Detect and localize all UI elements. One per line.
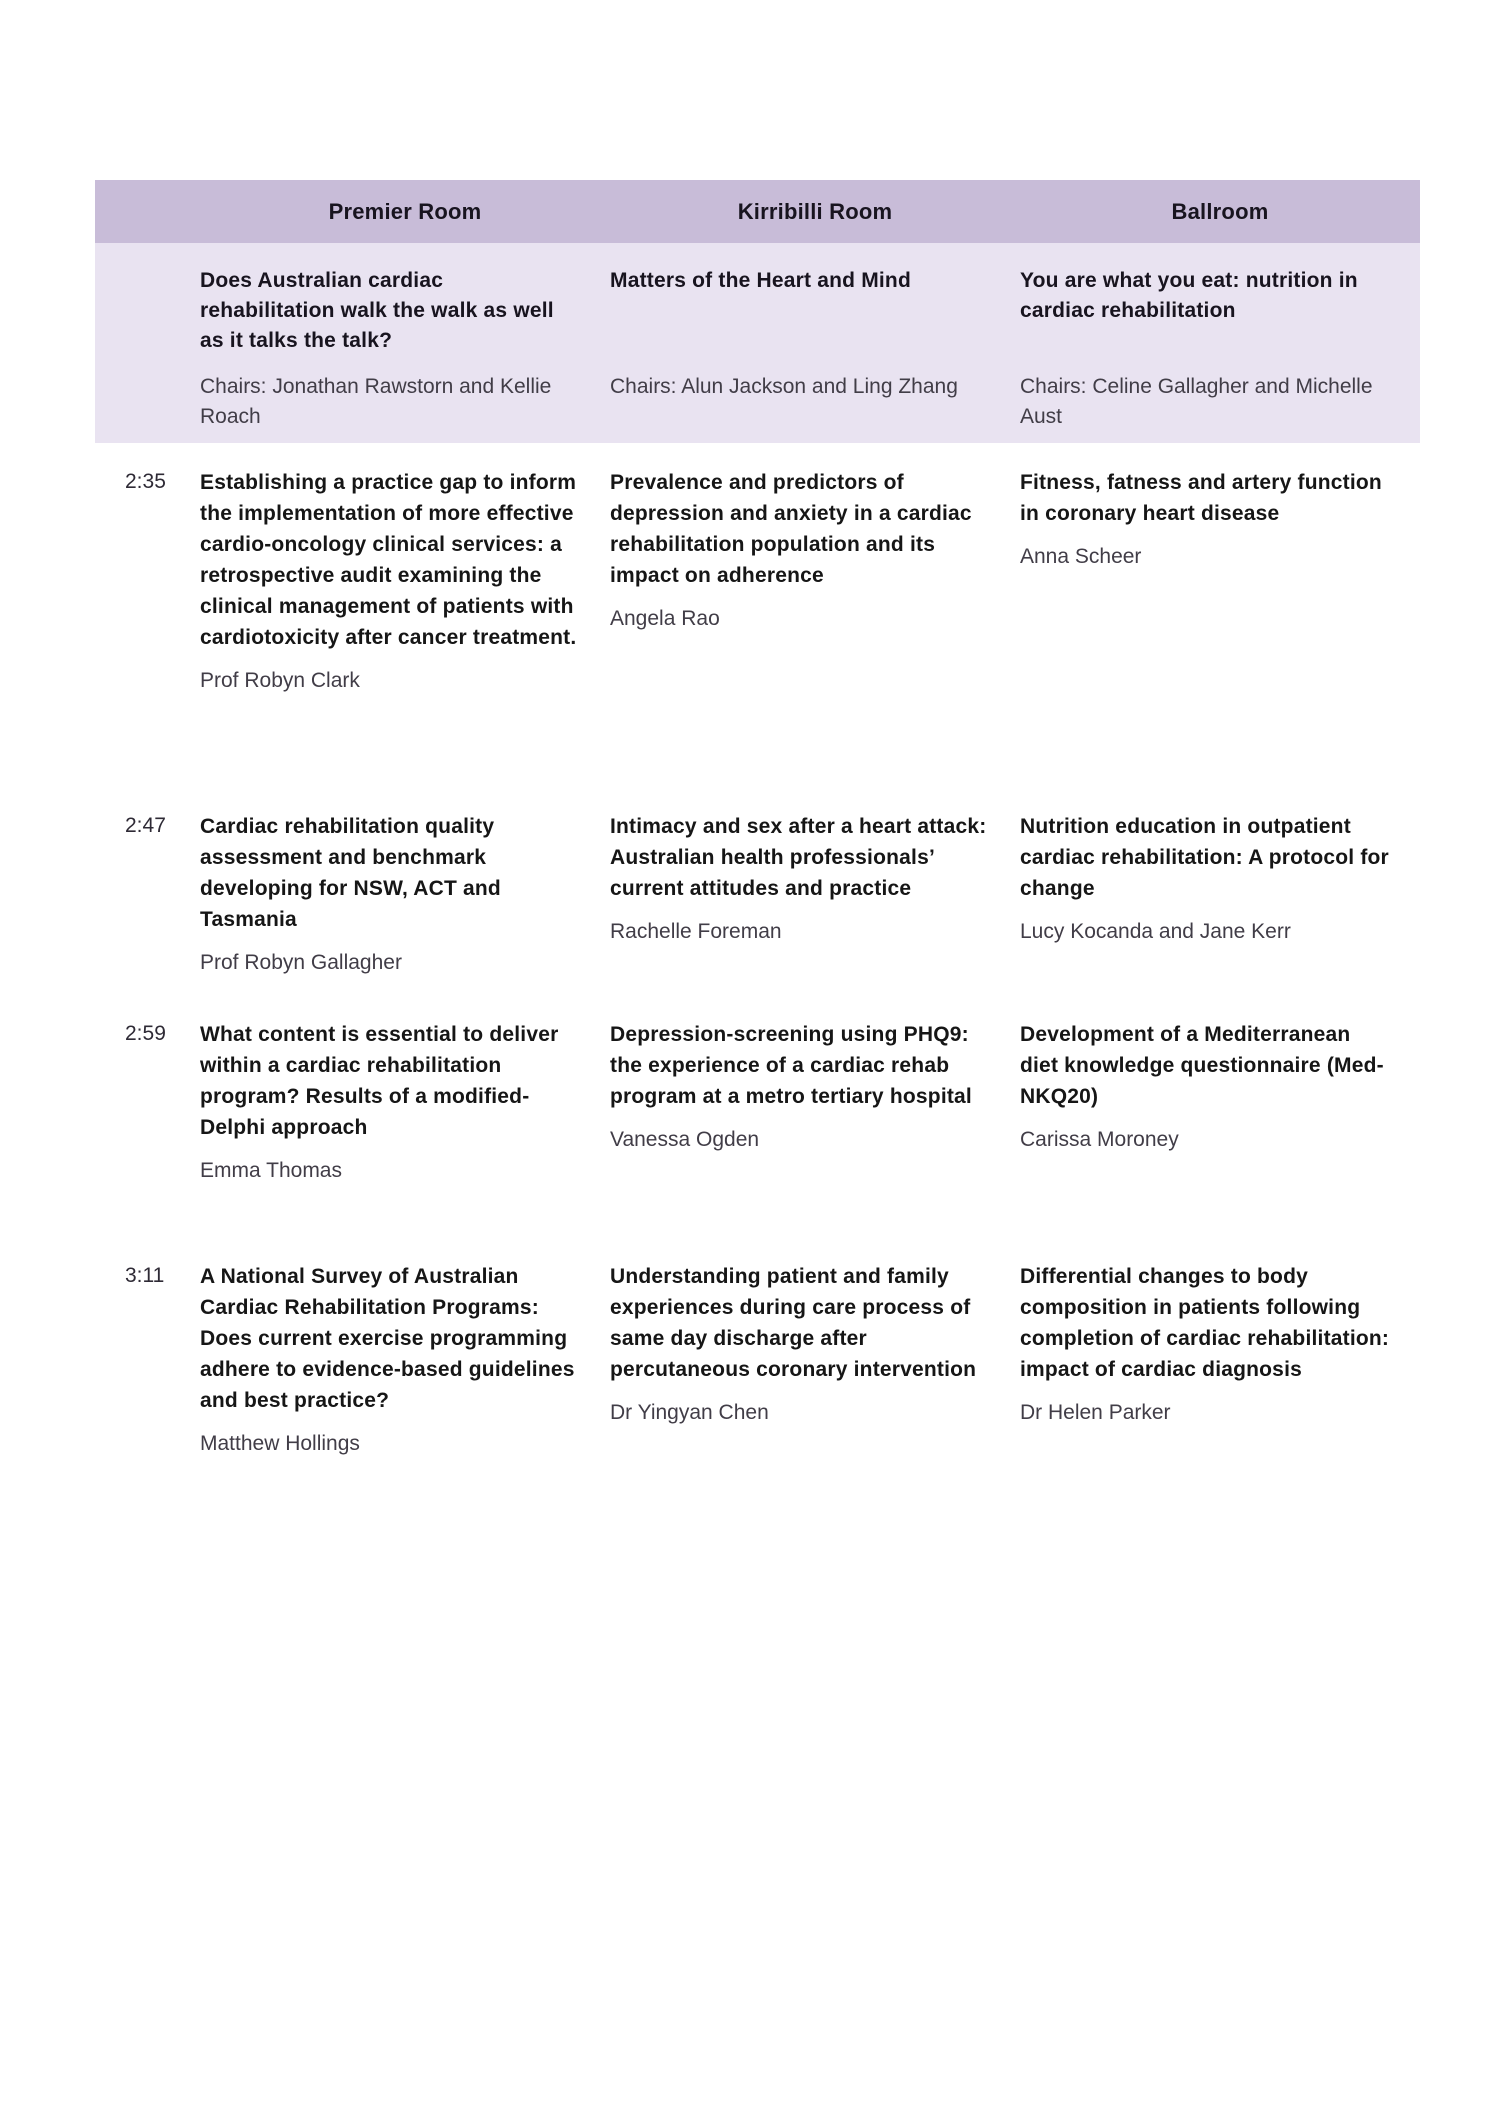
- talk-speaker: Prof Robyn Gallagher: [200, 951, 402, 974]
- talk-title: Prevalence and predictors of depression and anxiety in a cardiac rehabilitation population and its impact on adherence: [610, 471, 972, 587]
- talk-cell: [610, 467, 1020, 803]
- table-row: [95, 803, 1420, 1013]
- talk-speaker: Prof Robyn Clark: [200, 669, 360, 692]
- room-header-premier: Premier Room: [328, 198, 482, 224]
- session-title: Matters of the Heart and Mind: [610, 269, 911, 292]
- session-chairs: Chairs: Alun Jackson and Ling Zhang: [610, 375, 958, 398]
- talk-title: What content is essential to deliver within a cardiac rehabilitation program? Results of a modified-Delphi approach: [200, 1023, 559, 1139]
- session-cell-kirribilli: [610, 266, 1020, 443]
- talk-cell: [200, 467, 610, 803]
- talk-cell: [1020, 811, 1420, 1013]
- session-header-row: [95, 243, 1420, 443]
- session-title: Does Australian cardiac rehabilitation walk the walk as well as it talks the talk?: [200, 269, 554, 352]
- talk-title: Differential changes to body composition in patients following completion of cardiac rehabilitation: impact of cardiac diagnosis: [1020, 1265, 1390, 1381]
- talk-speaker: Emma Thomas: [200, 1159, 342, 1182]
- talk-speaker: Matthew Hollings: [200, 1432, 360, 1455]
- talk-title: Understanding patient and family experiences during care process of same day discharge after percutaneous coronary intervention: [610, 1265, 977, 1381]
- room-header-ballroom: Ballroom: [1171, 198, 1269, 224]
- talk-title: Cardiac rehabilitation quality assessment and benchmark developing for NSW, ACT and Tasmania: [200, 815, 501, 931]
- talk-cell: [200, 1261, 610, 1565]
- room-header-kirribilli: Kirribilli Room: [737, 198, 893, 224]
- talk-title: Fitness, fatness and artery function in coronary heart disease: [1020, 471, 1382, 525]
- session-cell-ballroom: [1020, 266, 1420, 443]
- time-label: 3:11: [125, 1264, 165, 1287]
- talk-cell: [1020, 1019, 1420, 1255]
- talk-speaker: Rachelle Foreman: [610, 920, 782, 943]
- talk-cell: [610, 1261, 1020, 1565]
- talk-cell: [200, 811, 610, 1013]
- talk-speaker: Dr Helen Parker: [1020, 1401, 1171, 1424]
- talk-title: Intimacy and sex after a heart attack: Australian health professionals’ current attitudes and practice: [610, 815, 987, 900]
- talk-title: Depression-screening using PHQ9: the experience of a cardiac rehab program at a metro tertiary hospital: [610, 1023, 972, 1108]
- talk-speaker: Dr Yingyan Chen: [610, 1401, 769, 1424]
- table-row: [95, 1013, 1420, 1255]
- talk-speaker: Vanessa Ogden: [610, 1128, 760, 1151]
- session-time-cell-empty: [95, 266, 200, 443]
- talk-title: Nutrition education in outpatient cardiac rehabilitation: A protocol for change: [1020, 815, 1389, 900]
- talk-title: Establishing a practice gap to inform the implementation of more effective cardio-oncology clinical services: a retrospective audit examining the clinical management of patients with cardiotoxicity after cancer treatment.: [200, 471, 577, 649]
- talk-title: A National Survey of Australian Cardiac Rehabilitation Programs: Does current exercise programming adhere to evidence-based guidelines and best practice?: [200, 1265, 575, 1412]
- time-label: 2:47: [125, 814, 166, 837]
- time-label: 2:59: [125, 1022, 166, 1045]
- talk-cell: [610, 811, 1020, 1013]
- talk-cell: [200, 1019, 610, 1255]
- table-row: [95, 1255, 1420, 1565]
- table-row: [95, 443, 1420, 803]
- session-cell-premier: [200, 266, 610, 443]
- talk-title: Development of a Mediterranean diet knowledge questionnaire (Med-NKQ20): [1020, 1023, 1384, 1108]
- conference-schedule-table: [95, 180, 1420, 1565]
- talk-cell: [610, 1019, 1020, 1255]
- time-label: 2:35: [125, 470, 166, 493]
- talk-speaker: Anna Scheer: [1020, 545, 1142, 568]
- talk-speaker: Lucy Kocanda and Jane Kerr: [1020, 920, 1291, 943]
- session-chairs: Chairs: Jonathan Rawstorn and Kellie Roach: [200, 375, 552, 428]
- session-chairs: Chairs: Celine Gallagher and Michelle Aust: [1020, 375, 1373, 428]
- talk-speaker: Angela Rao: [610, 607, 720, 630]
- talk-speaker: Carissa Moroney: [1020, 1128, 1179, 1151]
- talk-cell: [1020, 1261, 1420, 1565]
- session-title: You are what you eat: nutrition in cardiac rehabilitation: [1020, 269, 1358, 322]
- talk-cell: [1020, 467, 1420, 803]
- table-header-row: [95, 180, 1420, 243]
